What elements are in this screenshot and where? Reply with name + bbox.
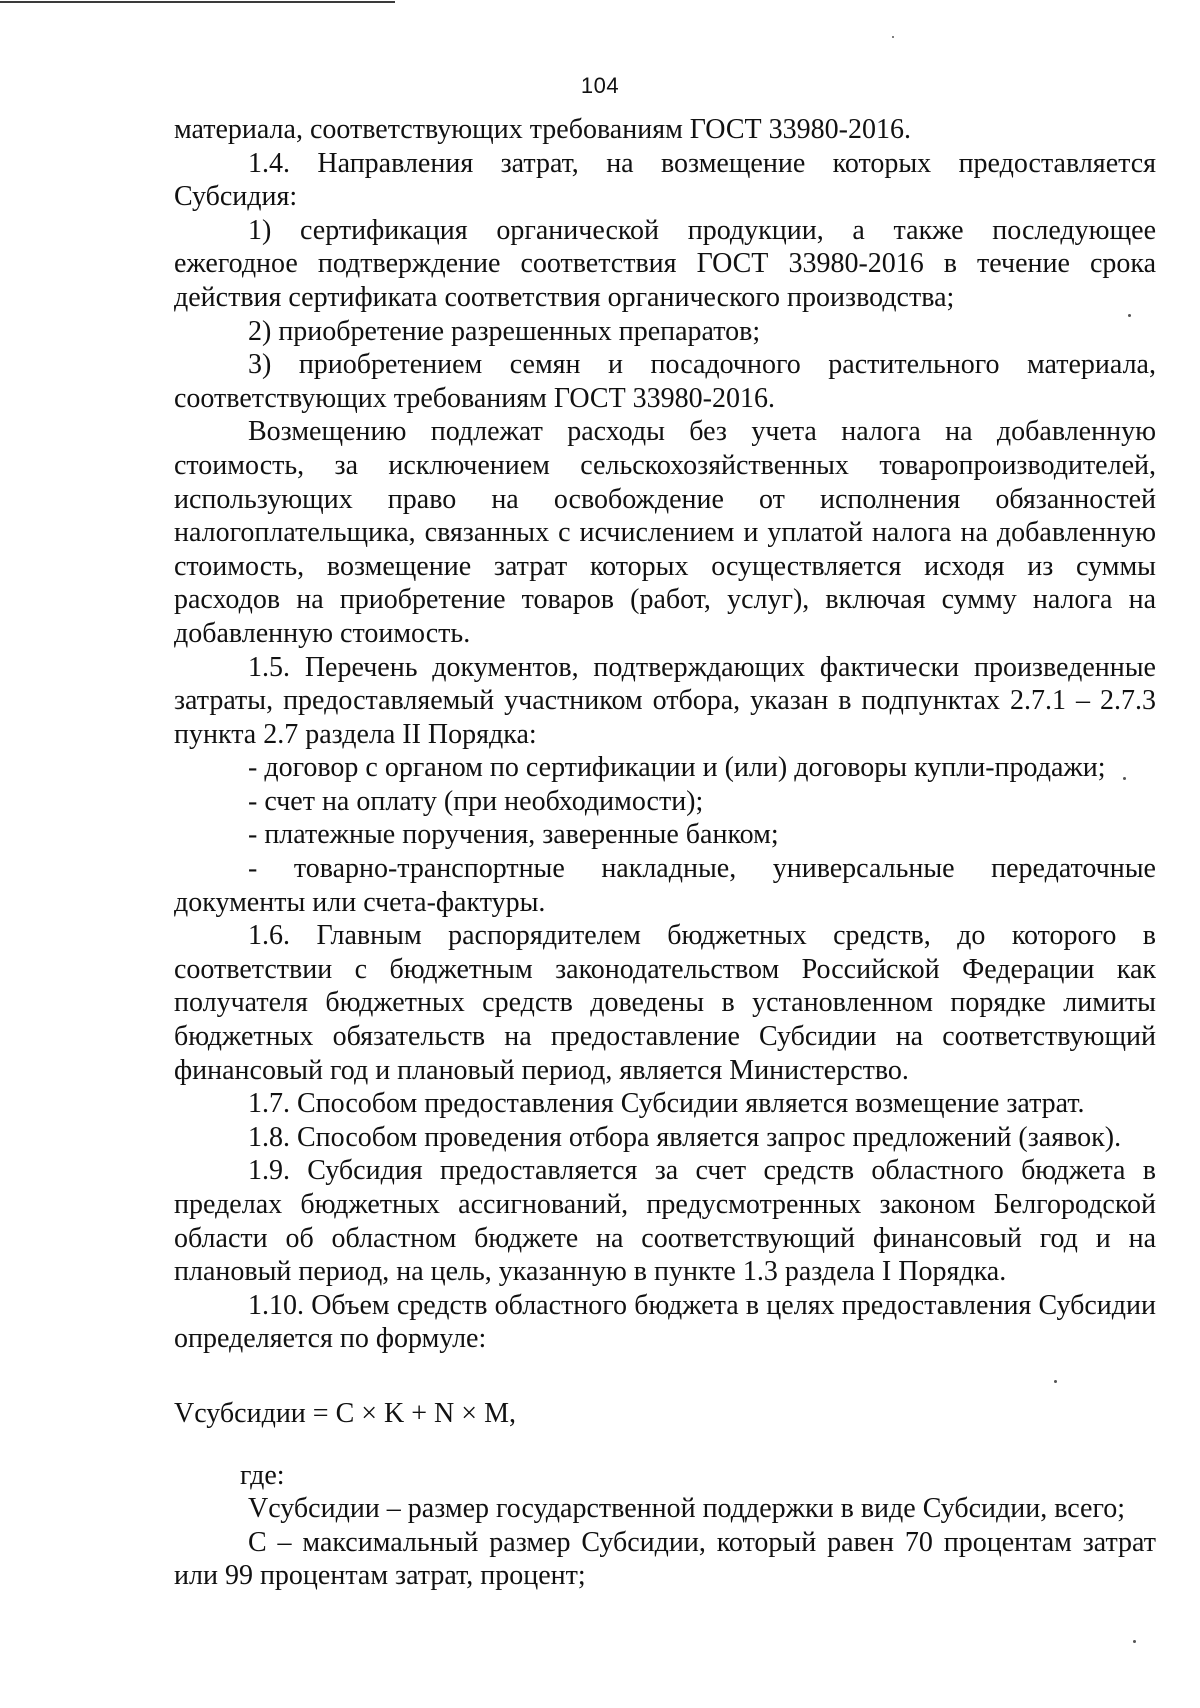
paragraph-1-9: 1.9. Субсидия предоставляется за счет средств областного бюджета в пределах бюджетных ассигнований, предусмотренных законом Белгородской области об областном бюджете на соответствующий финансовый год и на плановый период, на цель, указанную в пункте 1.3 раздела I Порядка.: [174, 1155, 1156, 1288]
doc-list-item-invoice: - счет на оплату (при необходимости);: [248, 785, 704, 817]
scan-edge-line: [0, 1, 395, 3]
doc-list-item-waybills: - товарно-транспортные накладные, универсальные передаточные документы или счета-фактуры.: [174, 853, 1156, 918]
page-number: 104: [580, 73, 620, 98]
definition-c: C – максимальный размер Субсидии, который равен 70 процентам затрат или 99 процентам затрат, процент;: [174, 1526, 1156, 1592]
paragraph-1-6: 1.6. Главным распорядителем бюджетных средств, до которого в соответствии с бюджетным законодательством Российской Федерации как получателя бюджетных средств доведены в установленном порядке лимиты бюджетных обязательств на предоставление Субсидии на соответствующий финансовый год и плановый период, является Министерство.: [174, 920, 1156, 1086]
scan-speck: [892, 36, 894, 38]
paragraph-1-7: 1.7. Способом предоставления Субсидии является возмещение затрат.: [248, 1088, 1085, 1120]
scan-speck: [1128, 314, 1131, 317]
paragraph-1-10: 1.10. Объем средств областного бюджета в целях предоставления Субсидии определяется по формуле:: [174, 1289, 1156, 1355]
paragraph-vat: Возмещению подлежат расходы без учета налога на добавленную стоимость, за исключением сельскохозяйственных товаропроизводителей, использующих право на освобождение от исполнения обязанностей налогоплательщика, связанных с исчислением и уплатой налога на добавленную стоимость, возмещение затрат которых осуществляется исходя из суммы расходов на приобретение товаров (работ, услуг), включая сумму налога на добавленную стоимость.: [174, 416, 1156, 649]
scan-speck: [1123, 777, 1126, 780]
doc-list-item-contract: - договор с органом по сертификации и (или) договоры купли-продажи;: [248, 752, 1106, 784]
document-body: [174, 113, 1156, 1593]
paragraph-1-5: 1.5. Перечень документов, подтверждающих фактически произведенные затраты, предоставляемый участником отбора, указан в подпунктах 2.7.1 – 2.7.3 пункта 2.7 раздела II Порядка:: [174, 651, 1156, 750]
list-item-3: 3) приобретением семян и посадочного растительного материала, соответствующих требованиям ГОСТ 33980-2016.: [174, 349, 1156, 414]
scan-speck: [1133, 1640, 1136, 1643]
definition-v-subsidy: Vсубсидии – размер государственной поддержки в виде Субсидии, всего;: [248, 1493, 1126, 1525]
scan-speck: [1054, 1380, 1057, 1383]
formula: Vсубсидии = C × K + N × M,: [174, 1397, 516, 1429]
list-item-1: 1) сертификация органической продукции, а также последующее ежегодное подтверждение соответствия ГОСТ 33980-2016 в течение срока действия сертификата соответствия органического производства;: [174, 214, 1156, 313]
paragraph-1-4: 1.4. Направления затрат, на возмещение которых предоставляется Субсидия:: [174, 147, 1156, 213]
doc-list-item-payment-orders: - платежные поручения, заверенные банком;: [248, 819, 779, 851]
paragraph-1-8: 1.8. Способом проведения отбора является запрос предложений (заявок).: [248, 1121, 1122, 1153]
where-label: где:: [240, 1459, 285, 1491]
list-item-2: 2) приобретение разрешенных препаратов;: [248, 315, 761, 347]
paragraph-continuation: материала, соответствующих требованиям ГОСТ 33980-2016.: [174, 114, 911, 145]
